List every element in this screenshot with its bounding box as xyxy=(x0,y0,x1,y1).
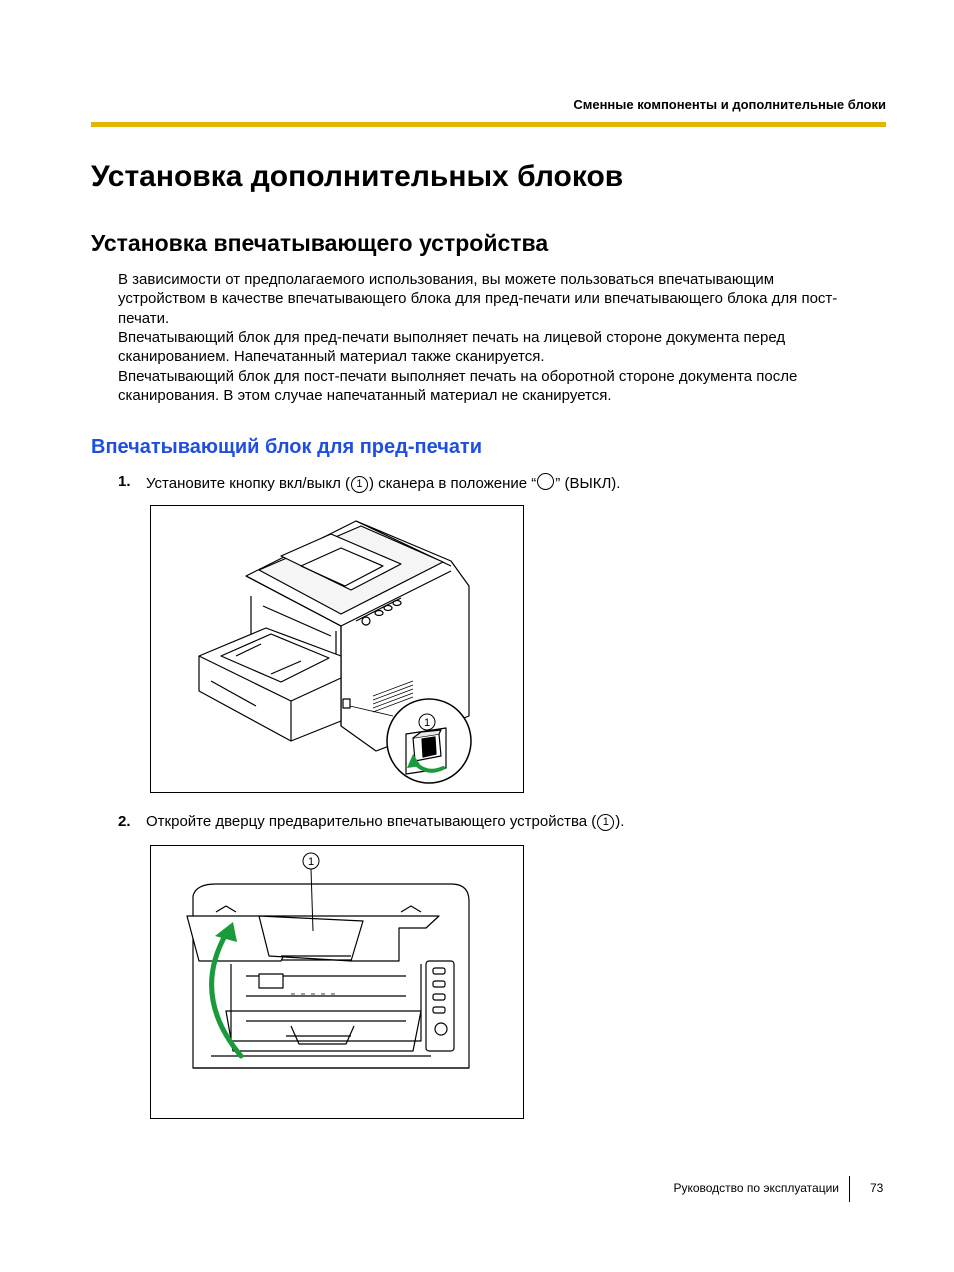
step-1-text-after: ” (ВЫКЛ). xyxy=(555,475,621,492)
subsection-title: Впечатывающий блок для пред-печати xyxy=(91,436,483,458)
step-1-number: 1. xyxy=(118,473,131,490)
page-title: Установка дополнительных блоков xyxy=(91,160,624,193)
intro-paragraph-1: В зависимости от предполагаемого использования, вы можете пользоваться впечатывающим устройством в качестве впечатывающего блока для пред-печати или впечатывающего блока для пост-печати. xyxy=(118,271,838,327)
step-2-text-before: Откройте дверцу предварительно впечатывающего устройства ( xyxy=(146,813,597,830)
figure-power-switch xyxy=(150,505,524,793)
page-number: 73 xyxy=(870,1181,884,1195)
running-header: Сменные компоненты и дополнительные блоки xyxy=(573,97,886,112)
step-2-text-after: ). xyxy=(615,813,625,830)
scanner-power-switch-illustration xyxy=(151,506,523,792)
footer-divider xyxy=(849,1176,850,1202)
step-2-ref-badge: 1 xyxy=(597,814,614,831)
intro-paragraph-2: Впечатывающий блок для пред-печати выполняет печать на лицевой стороне документа перед сканированием. Напечатанный материал также сканируется. xyxy=(118,329,786,366)
section-title: Установка впечатывающего устройства xyxy=(91,230,549,256)
step-1-text-before: Установите кнопку вкл/выкл ( xyxy=(146,475,350,492)
step-1-text xyxy=(146,473,620,493)
figure-open-imprinter-door xyxy=(150,845,524,1119)
imprinter-door-illustration xyxy=(151,846,523,1118)
step-2-number: 2. xyxy=(118,813,131,830)
figure-1-callout-label: 1 xyxy=(423,717,431,729)
figure-2-callout-label: 1 xyxy=(307,856,315,868)
header-rule xyxy=(91,122,886,127)
step-1-ref-badge: 1 xyxy=(351,476,368,493)
step-1-text-middle: ) сканера в положение “ xyxy=(368,475,537,492)
footer-manual-name: Руководство по эксплуатации xyxy=(673,1181,839,1195)
step-2-text xyxy=(146,813,624,831)
intro-paragraph-3: Впечатывающий блок для пост-печати выполняет печать на оборотной стороне документа после сканирования. В этом случае напечатанный материал не сканируется. xyxy=(118,368,798,405)
off-position-icon xyxy=(537,473,554,490)
